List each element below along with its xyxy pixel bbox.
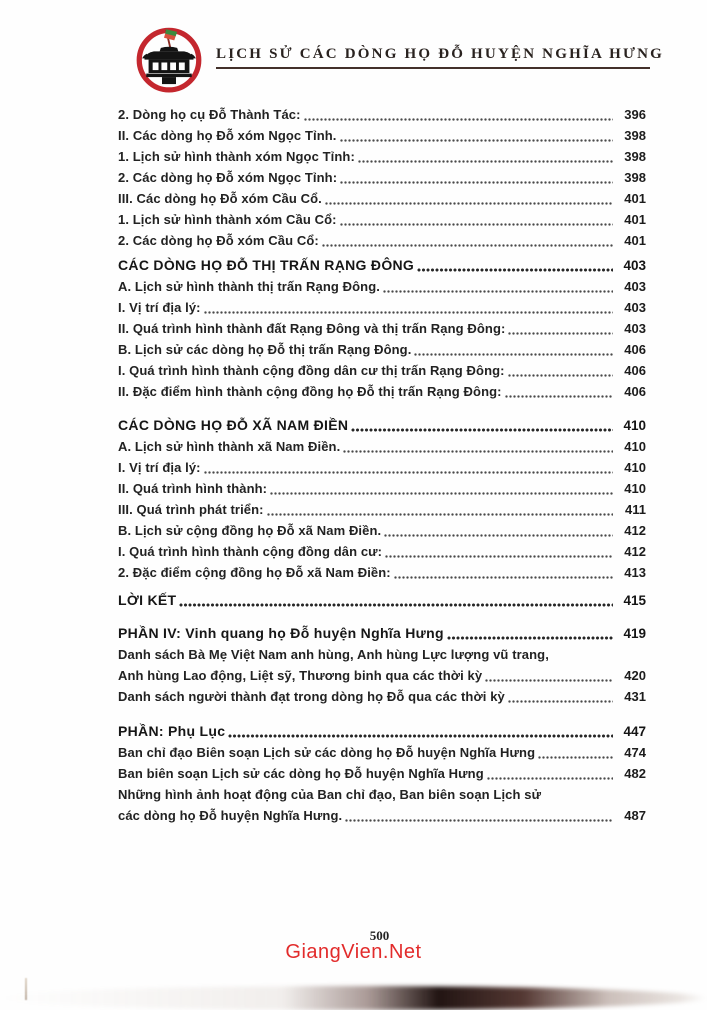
toc-item-page: 401 — [624, 212, 646, 227]
toc-item-label: II. Các dòng họ Đỗ xóm Ngọc Tỉnh. — [118, 128, 337, 143]
toc-heading — [118, 415, 646, 436]
toc-section-rows — [118, 276, 646, 402]
dot-leader — [508, 332, 613, 335]
toc-item-page: 401 — [624, 191, 646, 206]
toc-item — [118, 520, 646, 541]
toc-item — [118, 360, 646, 381]
toc-item-label: Những hình ảnh hoạt động của Ban chỉ đạo, Ban biên soạn Lịch sử — [118, 787, 542, 802]
toc-section — [118, 255, 646, 402]
toc-item — [118, 276, 646, 297]
toc-item-page: 406 — [624, 342, 646, 357]
toc-heading-page: 419 — [623, 626, 646, 641]
dot-leader — [384, 534, 613, 537]
toc-item-label: các dòng họ Đỗ huyện Nghĩa Hưng. — [118, 808, 343, 823]
toc-item — [118, 146, 646, 167]
toc-item-label: I. Vị trí địa lý: — [118, 460, 201, 475]
toc-section-rows — [118, 742, 646, 826]
toc-item-label: 2. Đặc điểm cộng đồng họ Đỗ xã Nam Điền: — [118, 565, 391, 580]
dot-leader — [508, 374, 613, 377]
toc-item-page: 403 — [624, 279, 646, 294]
toc-item-label: A. Lịch sử hình thành xã Nam Điền. — [118, 439, 341, 454]
toc-item — [118, 763, 646, 784]
toc-section — [118, 623, 646, 707]
toc-item — [118, 644, 646, 665]
dot-leader — [351, 428, 613, 432]
dot-leader — [228, 734, 613, 738]
toc-item-label: III. Các dòng họ Đỗ xóm Cầu Cổ. — [118, 191, 322, 206]
toc-item — [118, 665, 646, 686]
toc-heading-label: CÁC DÒNG HỌ ĐỖ XÃ NAM ĐIỀN — [118, 417, 349, 433]
toc-item-label: I. Quá trình hình thành cộng đồng dân cư thị trấn Rạng Đông: — [118, 363, 505, 378]
toc-item-label: Ban biên soạn Lịch sử các dòng họ Đỗ huyện Nghĩa Hưng — [118, 766, 484, 781]
dot-leader — [179, 603, 613, 607]
toc-heading-label: PHẦN: Phụ Lục — [118, 723, 226, 739]
toc-item-page: 487 — [624, 808, 646, 823]
dot-leader — [385, 555, 613, 558]
toc-item-page: 403 — [624, 321, 646, 336]
toc-heading-page: 415 — [623, 593, 646, 608]
toc-item — [118, 499, 646, 520]
toc-item — [118, 742, 646, 763]
toc-item-label: 1. Lịch sử hình thành xóm Ngọc Tỉnh: — [118, 149, 355, 164]
toc-item-page: 412 — [624, 544, 646, 559]
toc-heading — [118, 255, 646, 276]
dot-leader — [345, 819, 613, 822]
toc-item-page: 482 — [624, 766, 646, 781]
dot-leader — [487, 777, 613, 780]
toc-section — [118, 721, 646, 826]
watermark-text: GiangVien.Net — [285, 941, 422, 963]
book-title: LỊCH SỬ CÁC DÒNG HỌ ĐỖ HUYỆN NGHĨA HƯNG — [216, 46, 665, 62]
toc-heading-label: PHẦN IV: Vinh quang họ Đỗ huyện Nghĩa Hưng — [118, 625, 444, 641]
toc-item-label: 2. Dòng họ cụ Đỗ Thành Tác: — [118, 107, 301, 122]
toc-item — [118, 541, 646, 562]
toc-item — [118, 339, 646, 360]
dot-leader — [325, 202, 613, 205]
toc-item-page: 396 — [624, 107, 646, 122]
toc-item-page: 406 — [624, 363, 646, 378]
dot-leader — [414, 353, 613, 356]
toc-item — [118, 167, 646, 188]
toc-section — [118, 104, 646, 251]
toc-heading — [118, 590, 646, 611]
dot-leader — [340, 181, 613, 184]
toc-item — [118, 104, 646, 125]
toc-item — [118, 297, 646, 318]
toc-item-page: 431 — [624, 689, 646, 704]
toc-section-rows — [118, 436, 646, 583]
toc-item-label: III. Quá trình phát triển: — [118, 502, 264, 517]
toc-item-page: 410 — [624, 439, 646, 454]
toc-heading-page: 403 — [623, 258, 646, 273]
dot-leader — [508, 700, 613, 703]
toc-item-label: I. Quá trình hình thành cộng đồng dân cư: — [118, 544, 383, 559]
toc-item-page: 412 — [624, 523, 646, 538]
dot-leader — [204, 311, 613, 314]
toc-heading — [118, 721, 646, 742]
toc-heading-page: 410 — [623, 418, 646, 433]
toc-item-page: 413 — [624, 565, 646, 580]
toc-heading-label: CÁC DÒNG HỌ ĐỖ THỊ TRẤN RẠNG ĐÔNG — [118, 257, 415, 273]
toc-item-label: Anh hùng Lao động, Liệt sỹ, Thương binh qua các thời kỳ — [118, 668, 483, 683]
dot-leader — [505, 395, 613, 398]
toc-heading-page: 447 — [623, 724, 646, 739]
dot-leader — [485, 679, 613, 682]
toc-item — [118, 686, 646, 707]
dot-leader — [447, 636, 613, 640]
toc-item — [118, 209, 646, 230]
toc-item — [118, 188, 646, 209]
toc-item-label: 1. Lịch sử hình thành xóm Cầu Cổ: — [118, 212, 337, 227]
toc-item-page: 474 — [624, 745, 646, 760]
dot-leader — [343, 450, 613, 453]
toc-item-page: 401 — [624, 233, 646, 248]
temple-emblem-icon — [131, 24, 207, 94]
dot-leader — [322, 244, 613, 247]
toc-item — [118, 478, 646, 499]
toc-item — [118, 125, 646, 146]
toc-item-page: 420 — [624, 668, 646, 683]
toc-item — [118, 457, 646, 478]
toc — [118, 104, 646, 826]
dot-leader — [304, 118, 613, 121]
toc-section — [118, 415, 646, 583]
toc-heading-label: LỜI KẾT — [118, 592, 177, 608]
toc-section — [118, 590, 646, 611]
toc-item-page: 398 — [624, 128, 646, 143]
toc-item-page: 406 — [624, 384, 646, 399]
folio-page-number: 500 — [369, 928, 390, 943]
toc-item — [118, 436, 646, 457]
toc-item — [118, 381, 646, 402]
toc-item — [118, 230, 646, 251]
toc-item-label: 2. Các dòng họ Đỗ xóm Ngọc Tỉnh: — [118, 170, 338, 185]
dot-leader — [204, 471, 613, 474]
dot-leader — [270, 492, 613, 495]
toc-item-label: Danh sách người thành đạt trong dòng họ Đỗ qua các thời kỳ — [118, 689, 505, 704]
toc-item-label: A. Lịch sử hình thành thị trấn Rạng Đông. — [118, 279, 380, 294]
toc-item-label: II. Đặc điểm hình thành cộng đồng họ Đỗ thị trấn Rạng Đông: — [118, 384, 502, 399]
toc-item-label: II. Quá trình hình thành: — [118, 481, 268, 496]
toc-item-label: I. Vị trí địa lý: — [118, 300, 201, 315]
toc-item-page: 398 — [624, 170, 646, 185]
toc-item — [118, 784, 646, 805]
dot-leader — [538, 756, 613, 759]
toc-item-page: 411 — [625, 502, 646, 517]
toc-item-label: 2. Các dòng họ Đỗ xóm Cầu Cổ: — [118, 233, 319, 248]
dot-leader — [383, 290, 613, 293]
toc-item-label: B. Lịch sử các dòng họ Đỗ thị trấn Rạng Đông. — [118, 342, 412, 357]
scan-shadow-band — [0, 986, 707, 1010]
toc-item-label: Ban chỉ đạo Biên soạn Lịch sử các dòng họ Đỗ huyện Nghĩa Hưng — [118, 745, 536, 760]
toc-section-rows — [118, 644, 646, 707]
dot-leader — [417, 268, 613, 272]
toc-item — [118, 318, 646, 339]
toc-item-page: 410 — [624, 460, 646, 475]
dot-leader — [267, 513, 613, 516]
dot-leader — [340, 139, 613, 142]
title-underline — [216, 67, 650, 69]
toc-item-page: 403 — [624, 300, 646, 315]
toc-item — [118, 805, 646, 826]
toc-item — [118, 562, 646, 583]
dot-leader — [340, 223, 613, 226]
toc-item-label: B. Lịch sử cộng đồng họ Đỗ xã Nam Điền. — [118, 523, 382, 538]
page-header — [216, 46, 665, 69]
dot-leader — [394, 576, 613, 579]
toc-item-label: II. Quá trình hình thành đất Rạng Đông và thị trấn Rạng Đông: — [118, 321, 506, 336]
toc-heading — [118, 623, 646, 644]
dot-leader — [358, 160, 613, 163]
toc-section-rows — [118, 104, 646, 251]
toc-item-page: 410 — [624, 481, 646, 496]
toc-item-page: 398 — [624, 149, 646, 164]
toc-item-label: Danh sách Bà Mẹ Việt Nam anh hùng, Anh hùng Lực lượng vũ trang, — [118, 647, 549, 662]
